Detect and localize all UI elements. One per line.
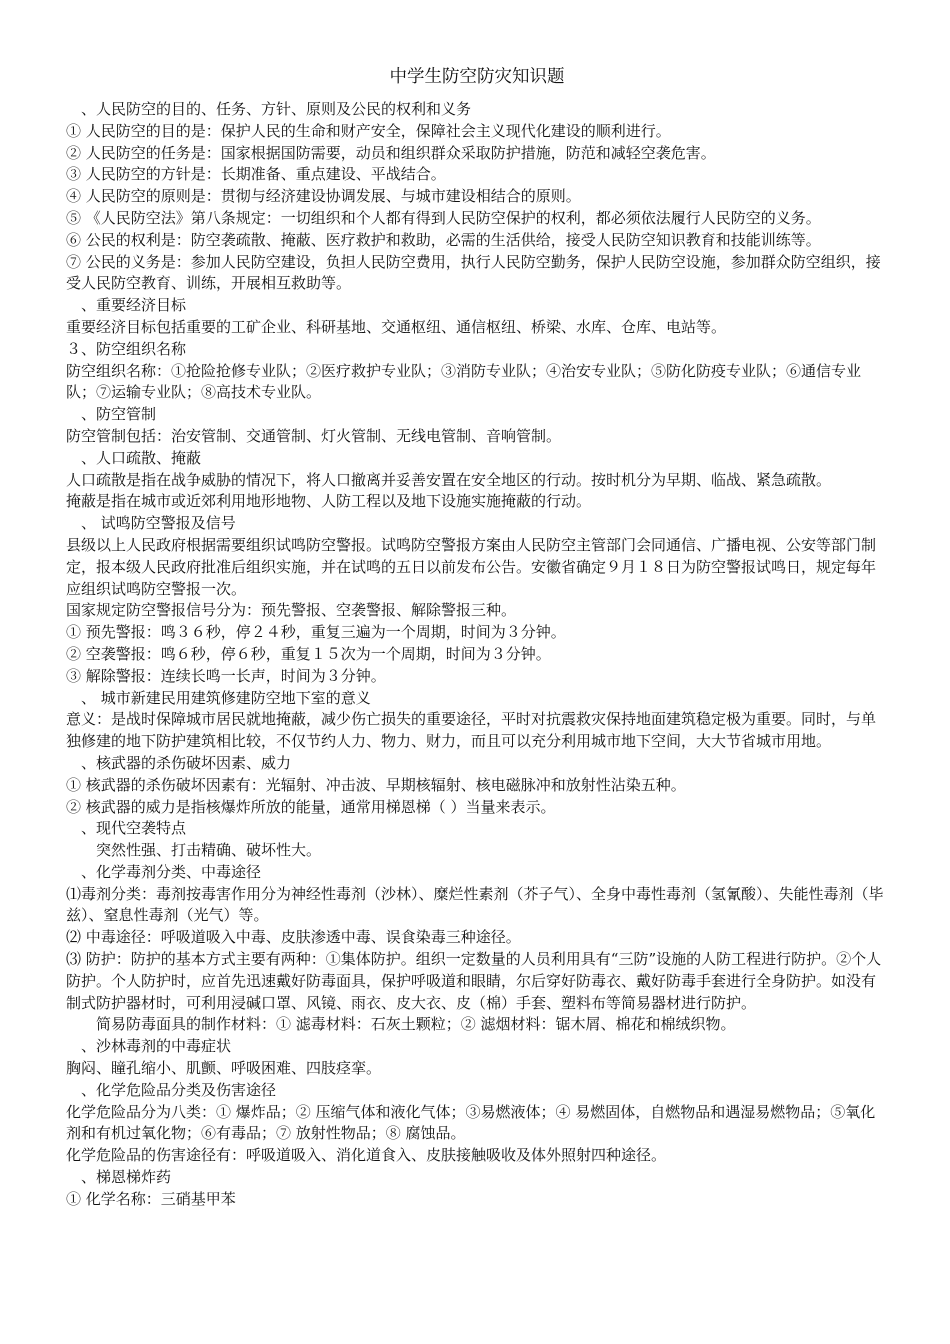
paragraph-line: ⑵ 中毒途径：呼吸道吸入中毒、皮肤渗透中毒、误食染毒三种途径。 [66,928,521,947]
paragraph-line: 简易防毒面具的制作材料：① 滤毒材料：石灰土颗粒；② 滤烟材料：锯木屑、棉花和棉绒织物。 [96,1015,736,1034]
paragraph-line: ④ 人民防空的原则是：贯彻与经济建设协调发展、与城市建设相结合的原则。 [66,187,581,206]
paragraph-line: ⑤ 《人民防空法》第八条规定：一切组织和个人都有得到人民防空保护的权利，都必须依法履行人民防空的义务。 [66,208,821,227]
paragraph-line: ③ 解除警报：连续长鸣一长声，时间为３分钟。 [66,666,386,685]
paragraph-line: ⑦ 公民的义务是：参加人民防空建设，负担人民防空费用，执行人民防空勤务，保护人民防空设施，参加群众防空组织，接受人民防空教育、训练，开展相互救助等。 [66,252,881,293]
paragraph-line: ① 预先警报：鸣３６秒，停２４秒，重复三遍为一个周期，时间为３分钟。 [66,623,566,642]
paragraph-line: 化学危险品的伤害途径有：呼吸道吸入、消化道食入、皮肤接触吸收及体外照射四种途径。 [66,1146,667,1165]
paragraph-line: ⑴毒剂分类：毒剂按毒害作用分为神经性毒剂（沙林）、糜烂性素剂（芥子气）、全身中毒性毒剂（氢氰酸）、失能性毒剂（毕兹）、窒息性毒剂（光气）等。 [66,884,884,925]
document-title: 中学生防空防灾知识题 [389,67,565,87]
section-heading: 、人口疏散、掩蔽 [81,448,202,467]
paragraph-line: 意义：是战时保障城市居民就地掩蔽，减少伤亡损失的重要途径，平时对抗震救灾保持地面建筑稳定极为重要。同时，与单独修建的地下防护建筑相比较，不仅节约人力、物力、财力，而且可以充分利用城市地下空间，大大节省城市用地。 [66,710,877,751]
paragraph-line: 化学危险品分为八类：① 爆炸品；② 压缩气体和液化气体；③易燃液体；④ 易燃固体，自燃物品和遇湿易燃物品；⑤氧化剂和有机过氧化物；⑥有毒品；⑦ 放射性物品；⑧ 腐蚀品。 [66,1102,876,1143]
paragraph-line: 重要经济目标包括重要的工矿企业、科研基地、交通枢纽、通信枢纽、桥梁、水库、仓库、电站等。 [66,317,727,336]
section-heading: 、防空管制 [81,405,157,424]
paragraph-line: 防空组织名称：①抢险抢修专业队；②医疗救护专业队；③消防专业队；④治安专业队；⑤防化防疫专业队；⑥通信专业队；⑦运输专业队；⑧高技术专业队。 [66,361,862,402]
paragraph-line: 县级以上人民政府根据需要组织试鸣防空警报。试鸣防空警报方案由人民防空主管部门会同通信、广播电视、公安等部门制定，报本级人民政府批准后组织实施，并在试鸣的五日以前发布公告。安徽省确定９月１８日为防空警报试鸣日，规定每年应组织试鸣防空警报一次。 [66,535,877,598]
document-body [66,99,888,1211]
section-heading: 、化学毒剂分类、中毒途径 [81,862,262,881]
section-heading: 、 试鸣防空警报及信号 [81,514,236,533]
paragraph-line: ① 人民防空的目的是：保护人民的生命和财产安全，保障社会主义现代化建设的顺利进行。 [66,121,671,140]
paragraph-line: ① 化学名称：三硝基甲苯 [66,1189,236,1208]
paragraph-line: 掩蔽是指在城市或近郊利用地形地物、人防工程以及地下设施实施掩蔽的行动。 [66,492,592,511]
paragraph-line: 防空管制包括：治安管制、交通管制、灯火管制、无线电管制、音响管制。 [66,426,562,445]
paragraph-line: ３、防空组织名称 [66,339,187,358]
paragraph-line: 国家规定防空警报信号分为：预先警报、空袭警报、解除警报三种。 [66,601,517,620]
section-heading: 、重要经济目标 [81,296,187,315]
section-heading: 、核武器的杀伤破坏因素、威力 [81,753,292,772]
section-heading: 、人民防空的目的、任务、方针、原则及公民的权利和义务 [81,100,472,118]
paragraph-line: 人口疏散是指在战争威胁的情况下，将人口撤离并妥善安置在安全地区的行动。按时机分为早期、临战、紧急疏散。 [66,470,832,489]
section-heading: 、 城市新建民用建筑修建防空地下室的意义 [81,688,371,707]
paragraph-line: 胸闷、瞳孔缩小、肌颤、呼吸困难、四肢痉挛。 [66,1059,382,1078]
section-heading: 、现代空袭特点 [81,819,187,838]
section-heading: 、化学危险品分类及伤害途径 [81,1080,277,1099]
paragraph-line: ① 核武器的杀伤破坏因素有：光辐射、冲击波、早期核辐射、核电磁脉冲和放射性沾染五种。 [66,775,686,794]
paragraph-line: ② 人民防空的任务是：国家根据国防需要，动员和组织群众采取防护措施，防范和减轻空袭危害。 [66,143,716,162]
paragraph-line: ② 核武器的威力是指核爆炸所放的能量，通常用梯恩梯（ ）当量来表示。 [66,797,556,816]
paragraph-line: ⑶ 防护：防护的基本方式主要有两种：①集体防护。组织一定数量的人员利用具有“三防”设施的人防工程进行防护。②个人防护。个人防护时，应首先迅速戴好防毒面具，保护呼吸道和眼睛，尔后穿好防毒衣、戴好防毒手套进行全身防护。如没有制式防护器材时，可利用浸碱口罩、风镜、雨衣、皮大衣、皮（棉）手套、塑料布等简易器材进行防护。 [66,950,882,1012]
paragraph-line: ② 空袭警报：鸣６秒，停６秒，重复１５次为一个周期，时间为３分钟。 [66,644,551,663]
section-heading: 、梯恩梯炸药 [81,1168,172,1187]
paragraph-line: ⑥ 公民的权利是：防空袭疏散、掩蔽、医疗救护和救助，必需的生活供给，接受人民防空知识教育和技能训练等。 [66,230,821,249]
section-heading: 、沙林毒剂的中毒症状 [81,1037,232,1056]
paragraph-line: 突然性强、打击精确、破坏性大。 [96,841,322,860]
paragraph-line: ③ 人民防空的方针是：长期准备、重点建设、平战结合。 [66,165,446,184]
